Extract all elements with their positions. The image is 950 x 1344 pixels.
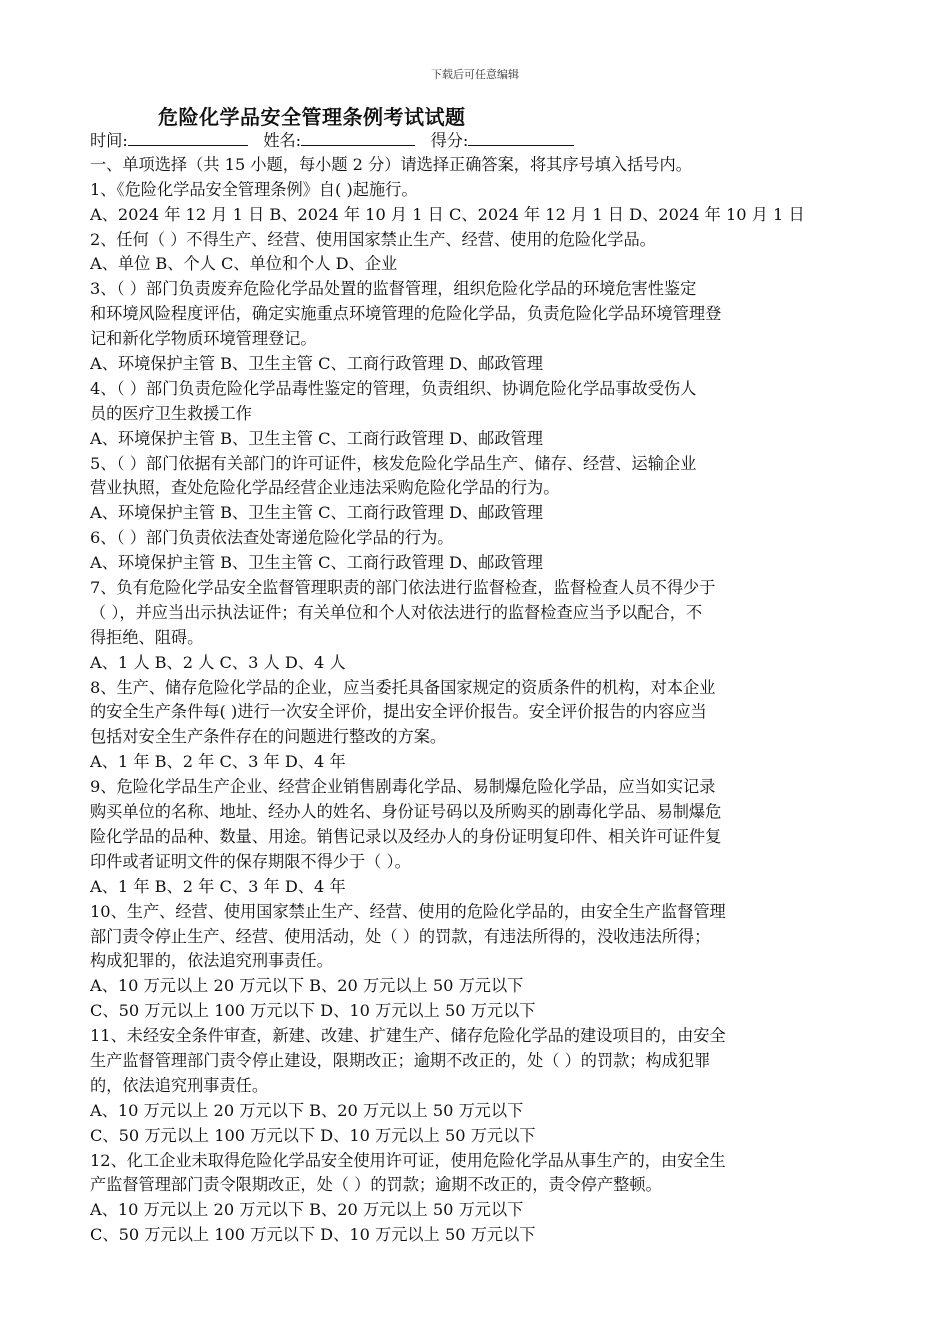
text-line: 印件或者证明文件的保存期限不得少于（ ）。 bbox=[90, 851, 411, 871]
text-line: 的安全生产条件每( )进行一次安全评价，提出安全评价报告。安全评价报告的内容应当 bbox=[90, 702, 707, 722]
text-line: C、50 万元以上 100 万元以下 D、10 万元以上 50 万元以下 bbox=[90, 1225, 536, 1245]
text-line: 包括对安全生产条件存在的问题进行整改的方案。 bbox=[90, 727, 447, 747]
text-line: 营业执照，查处危险化学品经营企业违法采购危险化学品的行为。 bbox=[90, 478, 560, 498]
page-title: 危险化学品安全管理条例考试试题 bbox=[158, 105, 466, 129]
text-line: A、10 万元以上 20 万元以下 B、20 万元以上 50 万元以下 bbox=[90, 1100, 524, 1120]
score-label: 得分: bbox=[430, 131, 469, 150]
name-label: 姓名: bbox=[263, 131, 302, 150]
text-line: 险化学品的品种、数量、用途。销售记录以及经办人的身份证明复印件、相关许可证件复 bbox=[90, 826, 722, 846]
text-line: 12、化工企业未取得危险化学品安全使用许可证，使用危险化学品从事生产的，由安全生 bbox=[90, 1150, 726, 1170]
text-line: A、环境保护主管 B、卫生主管 C、工商行政管理 D、邮政管理 bbox=[90, 553, 543, 573]
text-line: 10、生产、经营、使用国家禁止生产、经营、使用的危险化学品的，由安全生产监督管理 bbox=[90, 901, 726, 921]
text-line: C、50 万元以上 100 万元以下 D、10 万元以上 50 万元以下 bbox=[90, 1125, 536, 1145]
time-blank bbox=[128, 128, 248, 146]
text-line: 4、（ ）部门负责危险化学品毒性鉴定的管理，负责组织、协调危险化学品事故受伤人 bbox=[90, 378, 697, 398]
text-line: A、10 万元以上 20 万元以下 B、20 万元以上 50 万元以下 bbox=[90, 976, 524, 996]
text-line: A、1 年 B、2 年 C、3 年 D、4 年 bbox=[90, 876, 346, 896]
text-line: 生产监督管理部门责令停止建设，限期改正；逾期不改正的，处（ ）的罚款；构成犯罪 bbox=[90, 1050, 711, 1070]
text-line: 和环境风险程度评估，确定实施重点环境管理的危险化学品，负责危险化学品环境管理登 bbox=[90, 304, 722, 324]
text-line: A、1 人 B、2 人 C、3 人 D、4 人 bbox=[90, 652, 346, 672]
text-line: 购买单位的名称、地址、经办人的姓名、身份证号码以及所购买的剧毒化学品、易制爆危 bbox=[90, 802, 722, 822]
text-line: 3、（ ）部门负责废弃危险化学品处置的监督管理，组织危险化学品的环境危害性鉴定 bbox=[90, 279, 697, 299]
text-line: 1、《危险化学品安全管理条例》自( )起施行。 bbox=[90, 179, 418, 199]
text-line: 11、未经安全条件审查，新建、改建、扩建生产、储存危险化学品的建设项目的，由安全 bbox=[90, 1026, 726, 1046]
text-line: 2、任何（ ）不得生产、经营、使用国家禁止生产、经营、使用的危险化学品。 bbox=[90, 229, 656, 249]
text-line: 8、生产、储存危险化学品的企业，应当委托具备国家规定的资质条件的机构，对本企业 bbox=[90, 677, 716, 697]
text-line: 一、单项选择（共 15 小题，每小题 2 分）请选择正确答案，将其序号填入括号内。 bbox=[90, 154, 692, 174]
text-line: A、环境保护主管 B、卫生主管 C、工商行政管理 D、邮政管理 bbox=[90, 503, 543, 523]
text-line: 的，依法追究刑事责任。 bbox=[90, 1075, 269, 1095]
text-line: 部门责令停止生产、经营、使用活动，处（ ）的罚款，有违法所得的，没收违法所得； bbox=[90, 926, 711, 946]
score-blank bbox=[468, 128, 574, 146]
text-line: A、2024 年 12 月 1 日 B、2024 年 10 月 1 日 C、2024 年 12 月 1 日 D、2024 年 10 月 1 日 bbox=[90, 204, 805, 224]
name-blank bbox=[301, 128, 415, 146]
exam-info-fields bbox=[90, 128, 845, 153]
text-line: A、单位 B、个人 C、单位和个人 D、企业 bbox=[90, 254, 398, 274]
text-line: 员的医疗卫生救援工作 bbox=[90, 403, 252, 423]
document-body bbox=[90, 128, 845, 1248]
text-line: A、环境保护主管 B、卫生主管 C、工商行政管理 D、邮政管理 bbox=[90, 428, 543, 448]
download-note: 下载后可任意编辑 bbox=[431, 68, 519, 81]
text-line: 6、（ ）部门负责依法查处寄递危险化学品的行为。 bbox=[90, 528, 454, 548]
text-line: C、50 万元以上 100 万元以下 D、10 万元以上 50 万元以下 bbox=[90, 1001, 536, 1021]
text-line: 记和新化学物质环境管理登记。 bbox=[90, 329, 317, 349]
text-line: （ ），并应当出示执法证件；有关单位和个人对依法进行的监督检查应当予以配合，不 bbox=[90, 602, 703, 622]
text-line: A、10 万元以上 20 万元以下 B、20 万元以上 50 万元以下 bbox=[90, 1200, 524, 1220]
text-line: 5、（ ）部门依据有关部门的许可证件，核发危险化学品生产、储存、经营、运输企业 bbox=[90, 453, 697, 473]
time-label: 时间: bbox=[90, 131, 128, 150]
text-line: 得拒绝、阻碍。 bbox=[90, 627, 204, 647]
text-line: 7、负有危险化学品安全监督管理职责的部门依法进行监督检查，监督检查人员不得少于 bbox=[90, 578, 716, 598]
text-line: 产监督管理部门责令限期改正，处（ ）的罚款；逾期不改正的，责令停产整顿。 bbox=[90, 1175, 662, 1195]
text-line: A、环境保护主管 B、卫生主管 C、工商行政管理 D、邮政管理 bbox=[90, 354, 543, 374]
text-line: 构成犯罪的，依法追究刑事责任。 bbox=[90, 951, 333, 971]
text-line: 9、危险化学品生产企业、经营企业销售剧毒化学品、易制爆危险化学品，应当如实记录 bbox=[90, 777, 716, 797]
text-line: A、1 年 B、2 年 C、3 年 D、4 年 bbox=[90, 752, 346, 772]
